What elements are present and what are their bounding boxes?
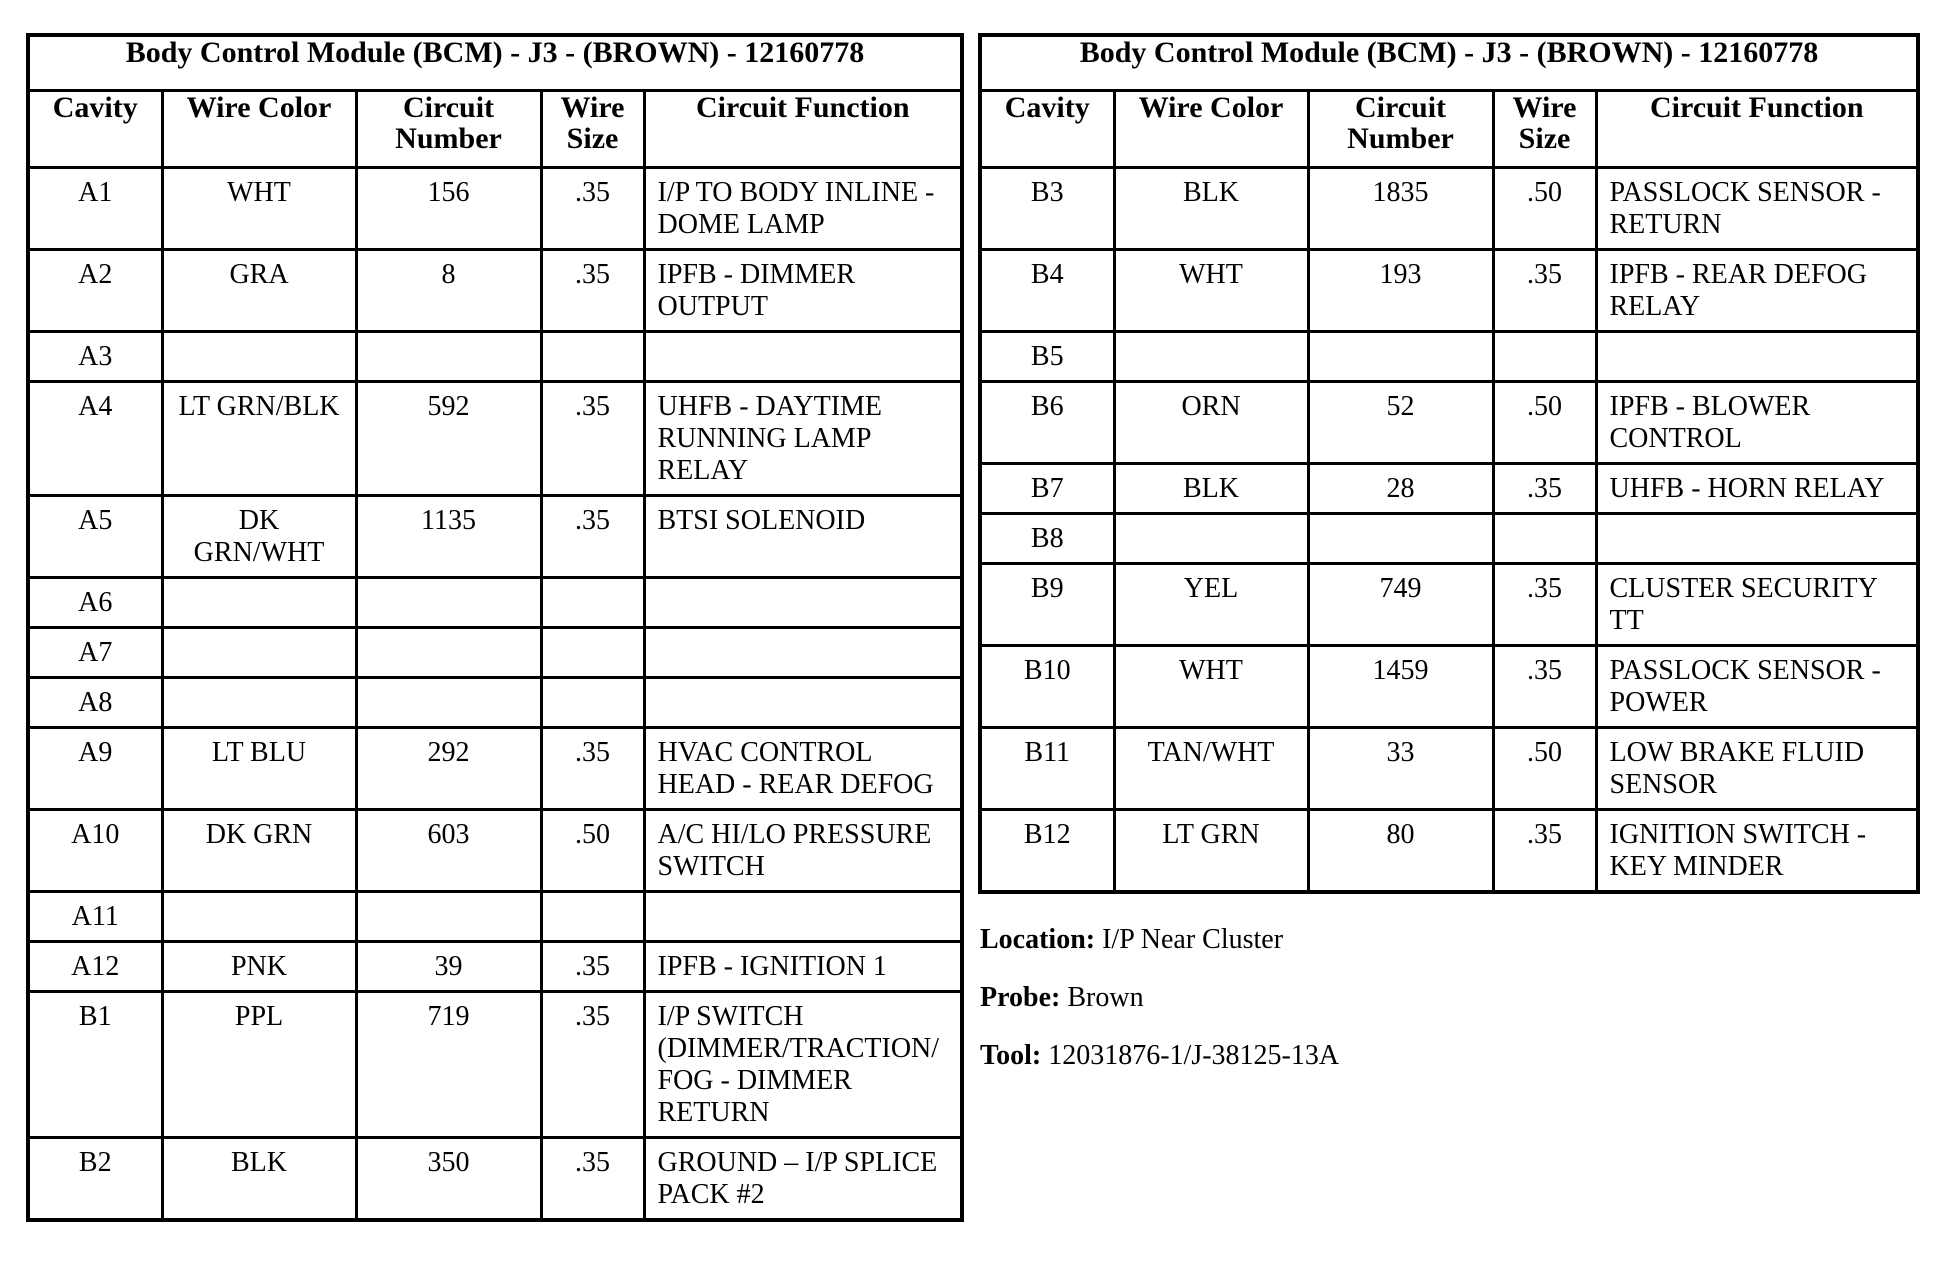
circuit-number-cell <box>356 332 541 382</box>
wire-color-cell: LT GRN/BLK <box>162 382 356 496</box>
wire-size-cell: .35 <box>1493 564 1596 646</box>
wire-size-cell: .35 <box>541 250 644 332</box>
circuit-number-cell: 8 <box>356 250 541 332</box>
circuit-function-cell <box>644 678 962 728</box>
cavity-cell: A1 <box>28 168 162 250</box>
probe-line <box>980 982 1144 1014</box>
table-row <box>980 382 1918 464</box>
wire-color-cell <box>162 578 356 628</box>
cavity-cell: A4 <box>28 382 162 496</box>
wire-color-cell: WHT <box>1114 646 1308 728</box>
header-circuit-number: Circuit Number <box>1308 91 1493 168</box>
wire-size-cell: .35 <box>541 728 644 810</box>
circuit-function-cell: IPFB - DIMMER OUTPUT <box>644 250 962 332</box>
circuit-number-cell: 156 <box>356 168 541 250</box>
tool-label: Tool: <box>980 1040 1042 1071</box>
circuit-function-cell <box>644 578 962 628</box>
wire-color-cell: GRA <box>162 250 356 332</box>
wire-size-cell: .35 <box>1493 810 1596 892</box>
wire-size-cell <box>541 332 644 382</box>
cavity-cell: B6 <box>980 382 1114 464</box>
cavity-cell: B7 <box>980 464 1114 514</box>
table-row <box>980 514 1918 564</box>
circuit-function-cell: IPFB - IGNITION 1 <box>644 942 962 992</box>
table-row <box>980 464 1918 514</box>
circuit-function-cell: IPFB - BLOWER CONTROL <box>1596 382 1918 464</box>
circuit-function-cell: I/P SWITCH (DIMMER/TRACTION/ FOG - DIMMER RETURN <box>644 992 962 1138</box>
wire-size-cell <box>1493 514 1596 564</box>
table-row <box>28 1138 962 1220</box>
circuit-number-cell: 193 <box>1308 250 1493 332</box>
table-title: Body Control Module (BCM) - J3 - (BROWN) - 12160778 <box>980 35 1918 91</box>
table-row <box>980 646 1918 728</box>
wire-size-cell: .35 <box>1493 646 1596 728</box>
wire-size-cell: .35 <box>541 942 644 992</box>
probe-label: Probe: <box>980 982 1061 1013</box>
cavity-cell: A5 <box>28 496 162 578</box>
connector-table-right <box>978 33 1920 894</box>
wire-size-cell <box>1493 332 1596 382</box>
table-row <box>28 678 962 728</box>
table-row <box>28 332 962 382</box>
table-row <box>28 578 962 628</box>
header-wire-color: Wire Color <box>162 91 356 168</box>
wire-size-cell: .35 <box>1493 464 1596 514</box>
wire-color-cell: LT GRN <box>1114 810 1308 892</box>
cavity-cell: A9 <box>28 728 162 810</box>
wire-color-cell: WHT <box>1114 250 1308 332</box>
circuit-function-cell <box>1596 514 1918 564</box>
cavity-cell: B4 <box>980 250 1114 332</box>
circuit-number-cell: 292 <box>356 728 541 810</box>
circuit-number-cell: 39 <box>356 942 541 992</box>
circuit-function-cell: PASSLOCK SENSOR - POWER <box>1596 646 1918 728</box>
cavity-cell: B11 <box>980 728 1114 810</box>
circuit-function-cell: LOW BRAKE FLUID SENSOR <box>1596 728 1918 810</box>
cavity-cell: B12 <box>980 810 1114 892</box>
circuit-number-cell: 603 <box>356 810 541 892</box>
wire-color-cell <box>162 628 356 678</box>
circuit-function-cell: BTSI SOLENOID <box>644 496 962 578</box>
table-row <box>28 728 962 810</box>
tool-line <box>980 1040 1339 1072</box>
circuit-function-cell: IPFB - REAR DEFOG RELAY <box>1596 250 1918 332</box>
cavity-cell: B2 <box>28 1138 162 1220</box>
table-row <box>980 250 1918 332</box>
probe-value: Brown <box>1067 982 1144 1013</box>
circuit-number-cell: 80 <box>1308 810 1493 892</box>
table-row <box>28 382 962 496</box>
cavity-cell: B10 <box>980 646 1114 728</box>
circuit-function-cell <box>644 332 962 382</box>
wire-color-cell: BLK <box>1114 168 1308 250</box>
wire-color-cell: YEL <box>1114 564 1308 646</box>
table-row <box>28 942 962 992</box>
wire-size-cell <box>541 678 644 728</box>
circuit-number-cell: 1835 <box>1308 168 1493 250</box>
circuit-number-cell: 350 <box>356 1138 541 1220</box>
circuit-number-cell: 1459 <box>1308 646 1493 728</box>
circuit-number-cell <box>1308 332 1493 382</box>
header-wire-color: Wire Color <box>1114 91 1308 168</box>
cavity-cell: B5 <box>980 332 1114 382</box>
header-circuit-function: Circuit Function <box>1596 91 1918 168</box>
circuit-number-cell <box>356 892 541 942</box>
circuit-function-cell: UHFB - DAYTIME RUNNING LAMP RELAY <box>644 382 962 496</box>
header-wire-size: Wire Size <box>541 91 644 168</box>
circuit-function-cell: GROUND – I/P SPLICE PACK #2 <box>644 1138 962 1220</box>
wire-color-cell: DK GRN/WHT <box>162 496 356 578</box>
wire-color-cell: WHT <box>162 168 356 250</box>
circuit-function-cell: IGNITION SWITCH - KEY MINDER <box>1596 810 1918 892</box>
table-row <box>28 250 962 332</box>
table-row <box>28 168 962 250</box>
header-circuit-function: Circuit Function <box>644 91 962 168</box>
circuit-number-cell: 52 <box>1308 382 1493 464</box>
wire-size-cell: .50 <box>1493 382 1596 464</box>
cavity-cell: A2 <box>28 250 162 332</box>
table-row <box>980 728 1918 810</box>
cavity-cell: A12 <box>28 942 162 992</box>
wire-color-cell: LT BLU <box>162 728 356 810</box>
table-title: Body Control Module (BCM) - J3 - (BROWN) - 12160778 <box>28 35 962 91</box>
table-row <box>28 992 962 1138</box>
wire-size-cell: .50 <box>541 810 644 892</box>
wire-color-cell: BLK <box>162 1138 356 1220</box>
circuit-number-cell: 33 <box>1308 728 1493 810</box>
wire-size-cell <box>541 892 644 942</box>
circuit-number-cell: 749 <box>1308 564 1493 646</box>
circuit-number-cell <box>356 678 541 728</box>
circuit-function-cell: A/C HI/LO PRESSURE SWITCH <box>644 810 962 892</box>
wire-size-cell <box>541 628 644 678</box>
location-value: I/P Near Cluster <box>1102 924 1284 955</box>
circuit-function-cell: UHFB - HORN RELAY <box>1596 464 1918 514</box>
cavity-cell: A7 <box>28 628 162 678</box>
circuit-number-cell <box>356 578 541 628</box>
cavity-cell: A11 <box>28 892 162 942</box>
wire-color-cell: TAN/WHT <box>1114 728 1308 810</box>
wire-size-cell: .35 <box>541 1138 644 1220</box>
connector-table-left <box>26 33 964 1222</box>
header-circuit-number: Circuit Number <box>356 91 541 168</box>
cavity-cell: B8 <box>980 514 1114 564</box>
table-row <box>980 810 1918 892</box>
header-cavity: Cavity <box>980 91 1114 168</box>
circuit-function-cell: HVAC CONTROL HEAD - REAR DEFOG <box>644 728 962 810</box>
circuit-function-cell <box>644 892 962 942</box>
wire-size-cell: .35 <box>541 382 644 496</box>
location-line <box>980 924 1283 956</box>
cavity-cell: A8 <box>28 678 162 728</box>
circuit-function-cell: PASSLOCK SENSOR - RETURN <box>1596 168 1918 250</box>
cavity-cell: A10 <box>28 810 162 892</box>
wire-size-cell: .50 <box>1493 168 1596 250</box>
circuit-number-cell: 28 <box>1308 464 1493 514</box>
wire-size-cell: .35 <box>541 168 644 250</box>
wire-color-cell <box>1114 514 1308 564</box>
wire-color-cell <box>1114 332 1308 382</box>
circuit-number-cell: 719 <box>356 992 541 1138</box>
wire-size-cell: .35 <box>1493 250 1596 332</box>
table-row <box>980 564 1918 646</box>
wire-color-cell: DK GRN <box>162 810 356 892</box>
header-cavity: Cavity <box>28 91 162 168</box>
cavity-cell: A6 <box>28 578 162 628</box>
wire-color-cell <box>162 678 356 728</box>
tool-value: 12031876-1/J-38125-13A <box>1048 1040 1340 1071</box>
wire-size-cell <box>541 578 644 628</box>
wire-color-cell: ORN <box>1114 382 1308 464</box>
table-row <box>980 332 1918 382</box>
cavity-cell: B9 <box>980 564 1114 646</box>
cavity-cell: A3 <box>28 332 162 382</box>
wire-color-cell: BLK <box>1114 464 1308 514</box>
location-label: Location: <box>980 924 1096 955</box>
wire-color-cell <box>162 332 356 382</box>
wire-color-cell: PPL <box>162 992 356 1138</box>
table-row <box>28 892 962 942</box>
wire-color-cell: PNK <box>162 942 356 992</box>
wire-color-cell <box>162 892 356 942</box>
header-wire-size: Wire Size <box>1493 91 1596 168</box>
circuit-function-cell <box>1596 332 1918 382</box>
cavity-cell: B3 <box>980 168 1114 250</box>
wire-size-cell: .35 <box>541 992 644 1138</box>
circuit-function-cell: I/P TO BODY INLINE - DOME LAMP <box>644 168 962 250</box>
table-row <box>980 168 1918 250</box>
wire-size-cell: .50 <box>1493 728 1596 810</box>
wire-size-cell: .35 <box>541 496 644 578</box>
circuit-function-cell <box>644 628 962 678</box>
circuit-number-cell <box>1308 514 1493 564</box>
table-row <box>28 810 962 892</box>
circuit-number-cell: 592 <box>356 382 541 496</box>
circuit-number-cell <box>356 628 541 678</box>
cavity-cell: B1 <box>28 992 162 1138</box>
table-row <box>28 496 962 578</box>
circuit-function-cell: CLUSTER SECURITY TT <box>1596 564 1918 646</box>
circuit-number-cell: 1135 <box>356 496 541 578</box>
table-row <box>28 628 962 678</box>
